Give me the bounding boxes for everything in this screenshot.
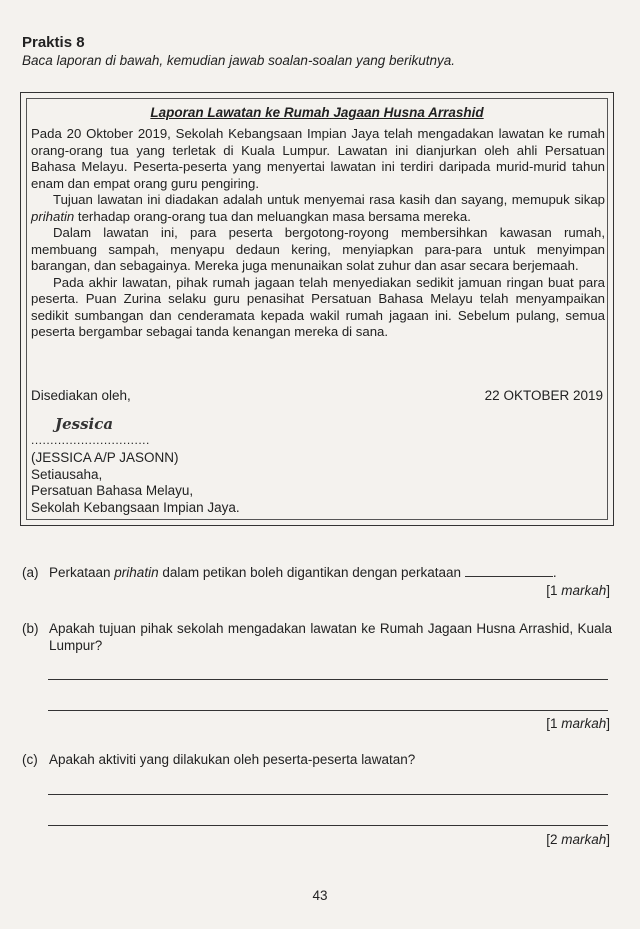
- prepared-by-label: Disediakan oleh,: [31, 388, 131, 403]
- question-a-text: [49, 565, 612, 582]
- question-c-answer-line-2[interactable]: [48, 825, 608, 826]
- report-title: [27, 105, 607, 120]
- signatory-position: Setiausaha,: [31, 466, 103, 482]
- question-b-answer-line-2[interactable]: [48, 710, 608, 711]
- report-box: [20, 92, 614, 526]
- question-a-text-start: Perkataan: [49, 565, 115, 580]
- signatory-school: Sekolah Kebangsaan Impian Jaya.: [31, 499, 240, 515]
- marks-bracket-close: ]: [606, 832, 610, 847]
- question-a-keyword: prihatin: [114, 565, 159, 580]
- question-a-text-end: dalam petikan boleh digantikan dengan perkataan: [158, 565, 462, 580]
- report-date: 22 OKTOBER 2019: [484, 388, 603, 403]
- marks-word: markah: [561, 832, 607, 847]
- question-c-marks: [546, 832, 610, 847]
- page-number: 43: [312, 888, 328, 903]
- signature-dotted-line: ...............................: [31, 433, 150, 447]
- exercise-title: Praktis 8: [22, 34, 85, 51]
- report-frame: [26, 98, 608, 520]
- question-c-answer-line-1[interactable]: [48, 794, 608, 795]
- question-a-answer-blank[interactable]: [465, 565, 553, 577]
- signatory-name: (JESSICA A/P JASONN): [31, 450, 179, 465]
- report-paragraph-4: Pada akhir lawatan, pihak rumah jagaan telah menyediakan sedikit jamuan ringan buat para peserta. Puan Zurina selaku guru penasihat Persatuan Bahasa Melayu telah menyampaikan sedikit sumbangan dan cenderamata kepada wakil rumah jagaan ini. Sebelum pulang, semua peserta bergambar sebagai tanda kenangan mereka di sana.: [31, 274, 605, 339]
- marks-number: 1: [549, 583, 562, 598]
- report-paragraph-2-start: Tujuan lawatan ini diadakan adalah untuk menyemai rasa kasih dan sayang, memupuk sikap: [53, 192, 605, 207]
- marks-bracket-open: [: [546, 583, 550, 598]
- question-b-answer-line-1[interactable]: [48, 679, 608, 680]
- marks-number: 1: [549, 716, 562, 731]
- question-a-marks: [546, 583, 610, 598]
- report-body: [31, 126, 605, 341]
- question-c-letter: (c): [22, 752, 38, 767]
- marks-bracket-close: ]: [606, 583, 610, 598]
- report-title-text: Laporan Lawatan ke Rumah Jagaan Husna Arrashid: [150, 105, 484, 120]
- question-a-letter: (a): [22, 565, 39, 580]
- question-b-marks: [546, 716, 610, 731]
- report-paragraph-2-end: terhadap orang-orang tua dan meluangkan masa bersama mereka.: [74, 208, 471, 224]
- report-paragraph-1: Pada 20 Oktober 2019, Sekolah Kebangsaan Impian Jaya telah mengadakan lawatan ke rumah orang-orang tua yang terletak di Kuala Lumpur. Lawatan ini dianjurkan oleh ahli Persatuan Bahasa Melayu. Peserta-peserta yang menyertai lawatan ini terdiri daripada murid-murid tahun enam dan empat orang guru pengiring.: [31, 126, 605, 191]
- handwritten-signature: Jessica: [55, 415, 114, 433]
- report-paragraph-2: [31, 192, 605, 225]
- marks-bracket-open: [: [546, 832, 550, 847]
- signatory-block: [31, 450, 240, 516]
- question-c-text: Apakah aktiviti yang dilakukan oleh peserta-peserta lawatan?: [49, 752, 416, 767]
- question-b-letter: (b): [22, 621, 39, 636]
- marks-word: markah: [561, 716, 607, 731]
- question-b-text: Apakah tujuan pihak sekolah mengadakan lawatan ke Rumah Jagaan Husna Arrashid, Kuala Lumpur?: [49, 621, 612, 653]
- exercise-instruction: Baca laporan di bawah, kemudian jawab soalan-soalan yang berikutnya.: [22, 53, 456, 68]
- signatory-organization: Persatuan Bahasa Melayu,: [31, 483, 194, 498]
- report-keyword-prihatin: prihatin: [31, 208, 75, 224]
- marks-number: 2: [549, 832, 562, 847]
- marks-bracket-open: [: [546, 716, 550, 731]
- question-a-fullstop: .: [552, 565, 557, 580]
- marks-word: markah: [561, 583, 607, 598]
- report-paragraph-3: Dalam lawatan ini, para peserta bergotong-royong membersihkan kawasan rumah, membuang sampah, menyapu dedaun kering, menyiapkan para-para untuk menyimpan barangan, dan sebagainya. Mereka juga menunaikan solat zuhur dan asar secara berjemaah.: [31, 225, 605, 273]
- marks-bracket-close: ]: [606, 716, 610, 731]
